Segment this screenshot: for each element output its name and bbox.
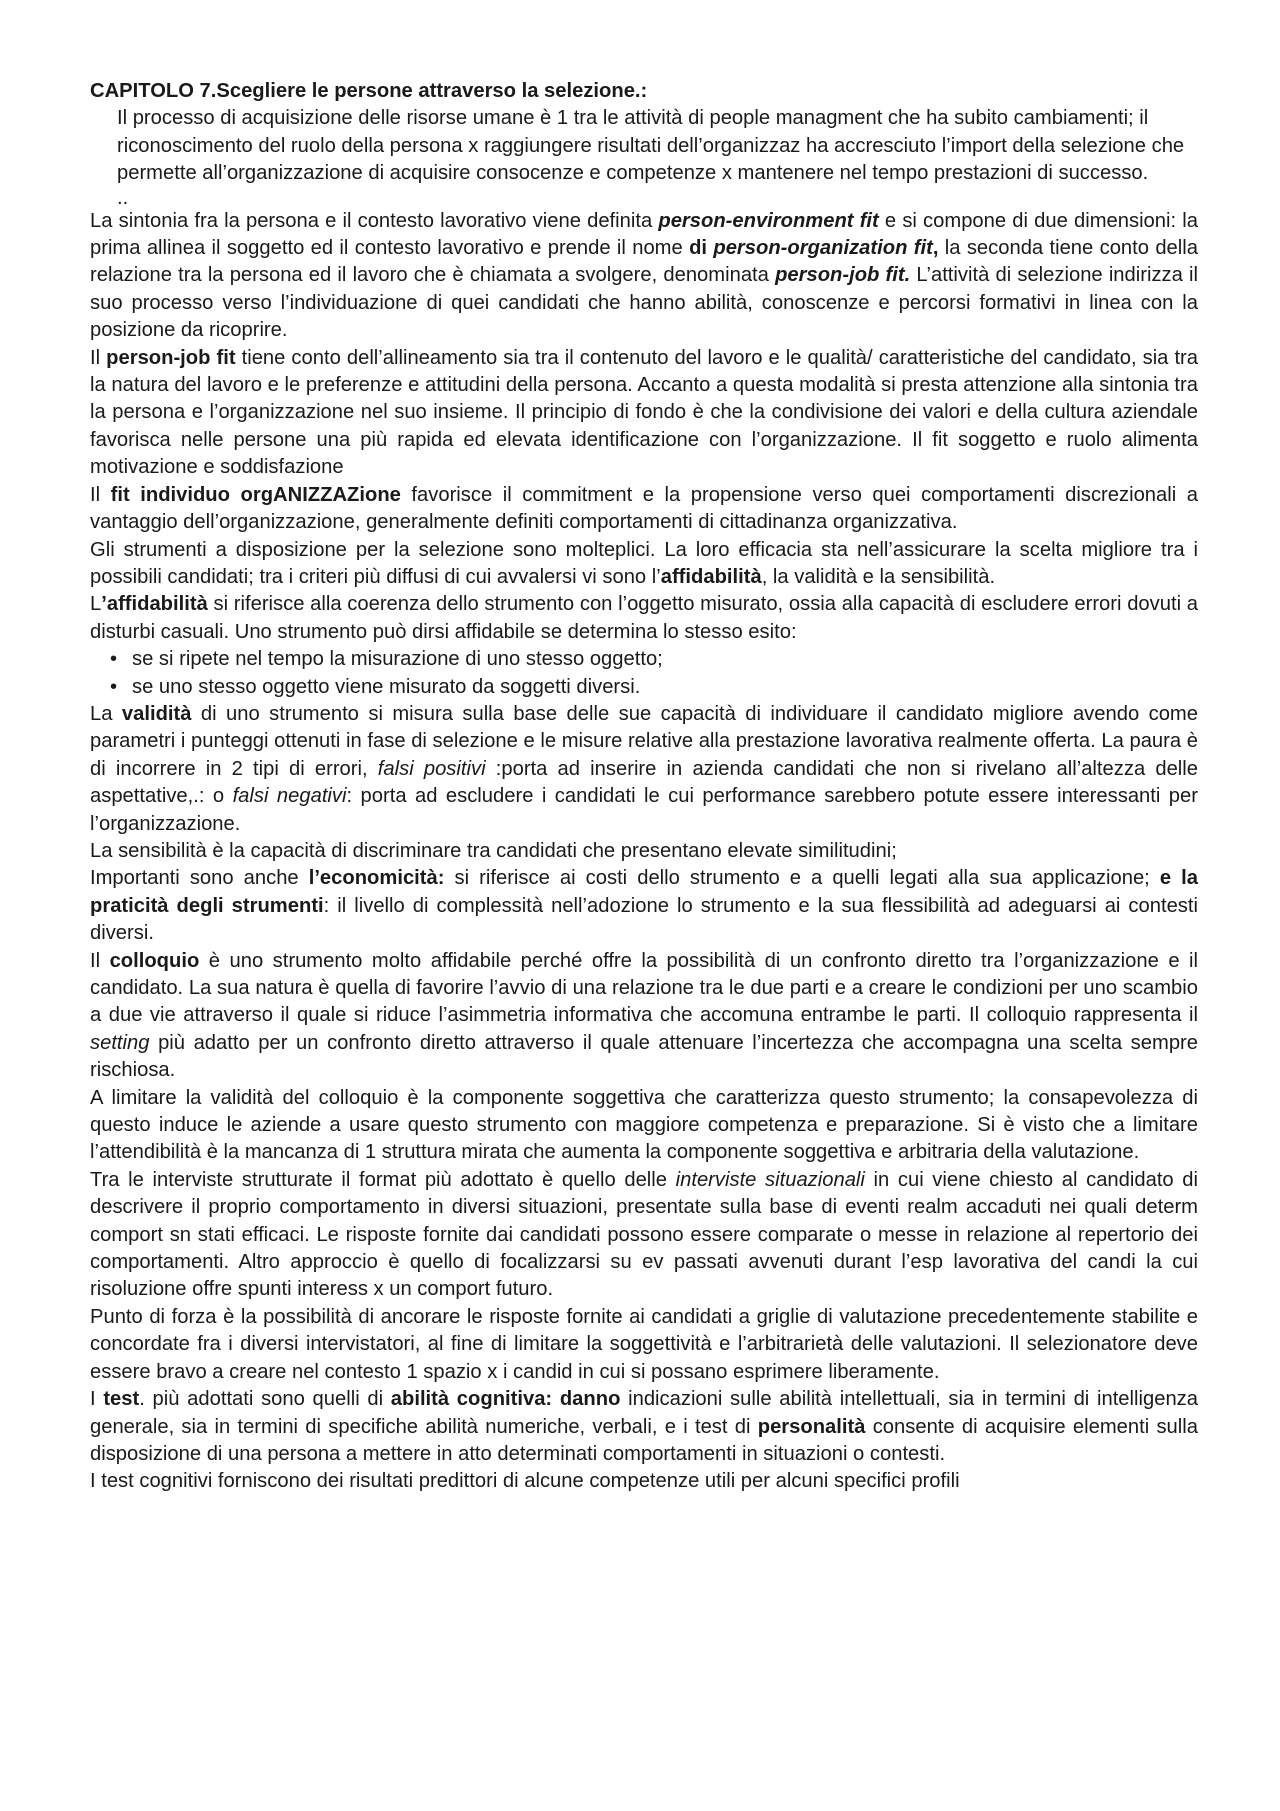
ellipsis-marker: .. xyxy=(117,186,129,209)
paragraph-group-2 xyxy=(90,701,1198,1496)
body-paragraph xyxy=(90,1304,1198,1386)
text-run: : porta ad escludere i candidati le cui performance sarebbero potute essere interessanti per l’organizzazione. xyxy=(90,785,1198,835)
text-run: , la validità e la sensibilità. xyxy=(761,565,996,588)
text-run: interviste situazionali xyxy=(675,1168,865,1191)
text-run: di uno strumento si misura sulla base delle sue capacità di individuare il candidato migliore avendo come parametri i punteggi ottenuti in fase di selezione e le misure relative alla prestazione lavorativa realmente offerta. La paura è di incorrere in 2 tipi di errori, xyxy=(90,702,1198,780)
text-run: l’economicità: xyxy=(308,867,445,890)
text-run: si riferisce alla coerenza dello strumento con l’oggetto misurato, ossia alla capacità di escludere errori dovuti a disturbi casuali. Uno strumento può dirsi affidabile se determina lo stesso esito: xyxy=(90,593,1198,643)
body-paragraph xyxy=(90,865,1198,947)
text-run: La xyxy=(90,702,122,725)
text-run: e si compone di due dimensioni: la prima allinea il soggetto ed il contesto lavorativo e prende il nome xyxy=(90,209,1198,260)
text-run: tiene conto dell’allineamento sia tra il contenuto del lavoro e le qualità/ caratteristiche del candidato, sia tra la natura del lavoro e le preferenze e attitudini della persona. Accanto a questa modalità si presta attenzione alla sintonia tra la persona e l’organizzazione nel suo insieme. Il principio di fondo è che la condivisione dei valori e della cultura aziendale favorisca nelle persone una più rapida ed elevata identificazione con l’organizzazione. Il fit soggetto e ruolo alimenta motivazione e soddisfazione xyxy=(90,346,1199,479)
text-run: setting xyxy=(90,1031,150,1054)
text-run: L xyxy=(90,593,102,616)
body-paragraph xyxy=(90,591,1198,646)
text-run: favorisce il commitment e la propensione verso quei comportamenti discrezionali a vantaggio dell’organizzazione, generalmente definiti comportamenti di cittadinanza organizzativa. xyxy=(90,483,1198,534)
text-run: A limitare la validità del colloquio è la componente soggettiva che caratterizza questo strumento; la consapevolezza di questo induce le aziende a usare questo strumento con maggiore competenza e preparazione. Si è visto che a limitare l’attendibilità è la mancanza di 1 struttura mirata che aumenta la componente soggettiva e arbitraria della valutazione. xyxy=(90,1086,1198,1164)
document-body xyxy=(90,78,1198,1496)
list-item: • se si ripete nel tempo la misurazione di uno stesso oggetto; xyxy=(110,646,1198,673)
text-run: più adatto per un confronto diretto attraverso il quale attenuare l’incertezza che accompagna una scelta sempre rischiosa. xyxy=(90,1031,1198,1082)
text-run: consente di acquisire elementi sulla disposizione di una persona a mettere in atto determinati comportamenti in situazioni o contesti. xyxy=(90,1415,1198,1465)
text-run: affidabilità xyxy=(660,565,762,588)
body-paragraph xyxy=(90,537,1198,592)
body-paragraph xyxy=(90,701,1198,838)
text-run: Tra le interviste strutturate il format più adottato è quello delle xyxy=(90,1168,676,1191)
body-paragraph xyxy=(90,208,1198,345)
chapter-number: CAPITOLO 7. xyxy=(90,80,217,102)
text-run: , xyxy=(932,237,939,260)
body-paragraph xyxy=(90,482,1198,537)
text-run: la seconda tiene conto della relazione tra la persona ed il lavoro che è chiamata a svolgere, denominata xyxy=(90,237,1198,287)
text-run: Il xyxy=(90,483,111,506)
text-run: : il livello di complessità nell’adozione lo strumento e la sua flessibilità ad adeguarsi ai contesti diversi. xyxy=(90,894,1198,945)
text-run: fit individuo orgANIZZAZione xyxy=(110,483,401,506)
text-run: e la praticità degli strumenti xyxy=(90,867,1198,917)
intro-paragraph: Il processo di acquisizione delle risorse umane è 1 tra le attività di people managment che ha subito cambiamenti; il riconoscimento del ruolo della persona x raggiungere risultati dell’organizzaz ha accresciuto l’import della selezione che permette all’organizzazione di acquisire consocenze e competenze x mantenere nel tempo prestazioni di successo. xyxy=(117,107,1185,185)
text-run: I xyxy=(90,1388,104,1411)
text-run: falsi negativi xyxy=(232,785,347,808)
text-run: La sintonia fra la persona e il contesto lavorativo viene definita xyxy=(90,209,659,232)
body-paragraph xyxy=(90,1386,1198,1468)
body-paragraph xyxy=(90,838,1198,865)
text-run: di xyxy=(689,237,714,260)
body-paragraph xyxy=(90,1085,1198,1167)
text-run: Punto di forza è la possibilità di ancorare le risposte fornite ai candidati a griglie di valutazione precedentemente stabilite e concordate fra i diversi intervistatori, al fine di limitare la soggettività e l’arbitrarietà delle valutazioni. Il selezionatore deve essere bravo a creare nel contesto 1 spazio x i candid in cui si possano esprimere liberamente. xyxy=(90,1305,1198,1383)
text-run: Importanti sono anche xyxy=(90,867,309,890)
text-run: person-environment fit xyxy=(658,209,885,232)
text-run: abilità cognitiva: danno xyxy=(390,1388,621,1411)
body-paragraph xyxy=(90,948,1198,1085)
text-run: personalità xyxy=(757,1415,866,1438)
text-run: person-job fit xyxy=(106,346,236,369)
text-run: test xyxy=(103,1388,140,1411)
body-paragraph xyxy=(90,1167,1198,1304)
text-run: L’attività di selezione indirizza il suo processo verso l’individuazione di quei candidati che hanno abilità, conoscenze e percorsi formativi in linea con la posizione da ricoprire. xyxy=(90,264,1199,342)
text-run: indicazioni sulle abilità intellettuali, sia in termini di intelligenza generale, sia in termini di specifiche abilità numeriche, verbali, e i test di xyxy=(90,1388,1198,1438)
text-run: è uno strumento molto affidabile perché offre la possibilità di un confronto diretto tra l’organizzazione e il candidato. La sua natura è quella di favorire l’avvio di una relazione tra le due parti e a creare le condizioni per uno scambio a due vie attraverso il quale si riduce l’asimmetria informativa che accomuna entrambe le parti. Il colloquio rappresenta il xyxy=(90,949,1199,1027)
text-run: Gli strumenti a disposizione per la selezione sono molteplici. La loro efficacia sta nell’assicurare la scelta migliore tra i possibili candidati; tra i criteri più diffusi di cui avvalersi vi sono l’ xyxy=(90,538,1198,588)
paragraph-group-1 xyxy=(90,208,1198,647)
text-run: Il xyxy=(90,346,107,369)
chapter-title xyxy=(90,78,1198,105)
text-run: person-organization fit xyxy=(713,237,933,260)
text-run: :porta ad inserire in azienda candidati che non si rivelano all’altezza delle aspettative,.: o xyxy=(90,757,1198,808)
text-run: colloquio xyxy=(109,949,200,972)
body-paragraph xyxy=(90,1468,1198,1495)
text-run: falsi positivi xyxy=(377,757,486,780)
text-run: person-job fit. xyxy=(775,264,911,287)
text-run: si riferisce ai costi dello strumento e a quelli legati alla sua applicazione; xyxy=(444,867,1160,890)
text-run: La sensibilità è la capacità di discriminare tra candidati che presentano elevate similitudini; xyxy=(90,839,897,862)
text-run: ’affidabilità xyxy=(101,593,208,616)
text-run: Il xyxy=(90,949,110,972)
body-paragraph xyxy=(90,345,1198,482)
text-run: validità xyxy=(121,702,192,725)
reliability-list xyxy=(90,646,1198,701)
text-run: I test cognitivi forniscono dei risultati predittori di alcune competenze utili per alcuni specifici profili xyxy=(90,1470,960,1493)
list-item: • se uno stesso oggetto viene misurato da soggetti diversi. xyxy=(110,674,1198,701)
text-run: in cui viene chiesto al candidato di descrivere il proprio comportamento in diversi situazioni, presentate sulla base di eventi realm accaduti nei quali determ comport sn stati efficaci. Le risposte fornite dai candidati possono essere comparate o messe in relazione al repertorio dei comportamenti. Altro approccio è quello di focalizzarsi su ev passati avvenuti durant l’esp lavorativa del candi la cui risoluzione offre spunti interess x un comport futuro. xyxy=(90,1168,1198,1301)
chapter-heading: Scegliere le persone attraverso la selezione.: xyxy=(216,80,648,102)
text-run: . più adottati sono quelli di xyxy=(139,1388,391,1411)
